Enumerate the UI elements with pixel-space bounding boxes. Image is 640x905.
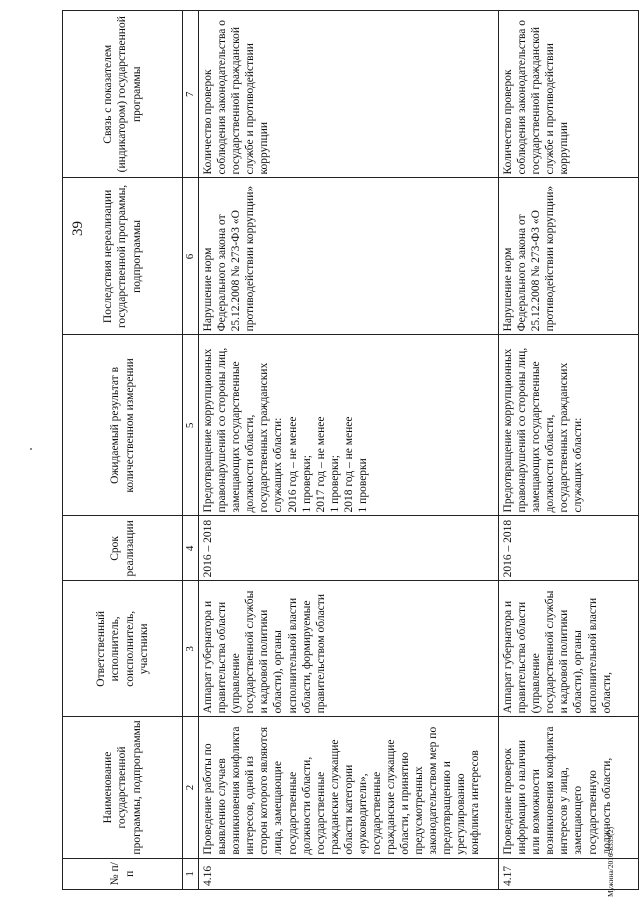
row-result bbox=[199, 335, 499, 516]
column-number: 5 bbox=[183, 335, 199, 516]
row-executor: Аппарат губернатора и правительства области (управление государственной службы и кадровой политики области), органы исполнительной власти области, формируемые правительством области bbox=[199, 581, 499, 717]
header-term: Срок реализации bbox=[63, 516, 183, 581]
row-result: Предотвращение коррупционных правонарушений со стороны лиц, замещающих государственные должности области, государственных гражданских служащих области: bbox=[499, 335, 639, 516]
column-number: 3 bbox=[183, 581, 199, 717]
row-name: Проведение работы по выявлению случаев возникновения конфликта интересов, одной из сторон которого являются лица, замещающие государственные должности области, государственные гражданские служащие области категории «руководители», государственные гражданские служащие области, и принятию предусмотренных законодательством мер по предотвращению и урегулированию конфликта интересов bbox=[199, 717, 499, 858]
row-result-text: Предотвращение коррупционных правонарушений со стороны лиц, замещающих государственные должности области, государственных гражданских служащих области: bbox=[202, 347, 285, 513]
row-indicator: Количество проверок соблюдения законодательства о государственной гражданской службе и противодействии коррупции bbox=[499, 11, 639, 178]
row-num: 4.17 bbox=[499, 858, 639, 889]
column-number: 6 bbox=[183, 178, 199, 335]
column-number: 2 bbox=[183, 717, 199, 858]
program-table bbox=[62, 10, 639, 890]
page-number: 39 bbox=[70, 221, 86, 236]
row-num: 4.16 bbox=[199, 858, 499, 889]
row-result-line: 1 проверки; bbox=[328, 455, 341, 513]
row-result-line: 2018 год – не менее bbox=[342, 416, 355, 513]
column-number: 4 bbox=[183, 516, 199, 581]
header-row bbox=[63, 11, 183, 890]
table-row bbox=[199, 11, 499, 890]
header-consequences: Последствия нереализации государственной программы, подпрограммы bbox=[63, 178, 183, 335]
row-indicator: Количество проверок соблюдения законодательства о государственной гражданской службе и противодействии коррупции bbox=[199, 11, 499, 178]
rotated-table-container bbox=[62, 10, 632, 890]
row-result-line: 1 проверки bbox=[356, 458, 369, 513]
column-number: 1 bbox=[183, 858, 199, 889]
row-consequences: Нарушение норм Федерального закона от 25.12.2008 № 273-ФЗ «О противодействии коррупции» bbox=[499, 178, 639, 335]
row-result-line: 1 проверки; bbox=[300, 455, 313, 513]
row-result-line: 2017 год – не менее bbox=[314, 416, 327, 513]
table-row bbox=[499, 11, 639, 890]
scan-mark bbox=[30, 448, 32, 450]
header-executor: Ответственный исполнитель, соисполнитель, участники bbox=[63, 581, 183, 717]
header-indicator: Связь с показателем (индикатором) государственной программы bbox=[63, 11, 183, 178]
row-name: Проведение проверок информации о наличии или возможности возникновения конфликта интересов у лица, замещающего государственную должность области, bbox=[499, 717, 639, 858]
row-executor: Аппарат губернатора и правительства области (управление государственной службы и кадровой политики области), органы исполнительной власти области, bbox=[499, 581, 639, 717]
footer-code: Мужина/2016-3339(2) bbox=[606, 827, 615, 897]
header-num: № п/п bbox=[63, 858, 183, 889]
header-name: Наименование государственной программы, подпрограммы bbox=[63, 717, 183, 858]
row-consequences: Нарушение норм Федерального закона от 25.12.2008 № 273-ФЗ «О противодействии коррупции» bbox=[199, 178, 499, 335]
header-result: Ожидаемый результат в количественном измерении bbox=[63, 335, 183, 516]
column-number: 7 bbox=[183, 11, 199, 178]
column-number-row bbox=[183, 11, 199, 890]
row-term: 2016 – 2018 bbox=[499, 516, 639, 581]
row-result-line: 2016 год – не менее bbox=[286, 416, 299, 513]
row-term: 2016 – 2018 bbox=[199, 516, 499, 581]
